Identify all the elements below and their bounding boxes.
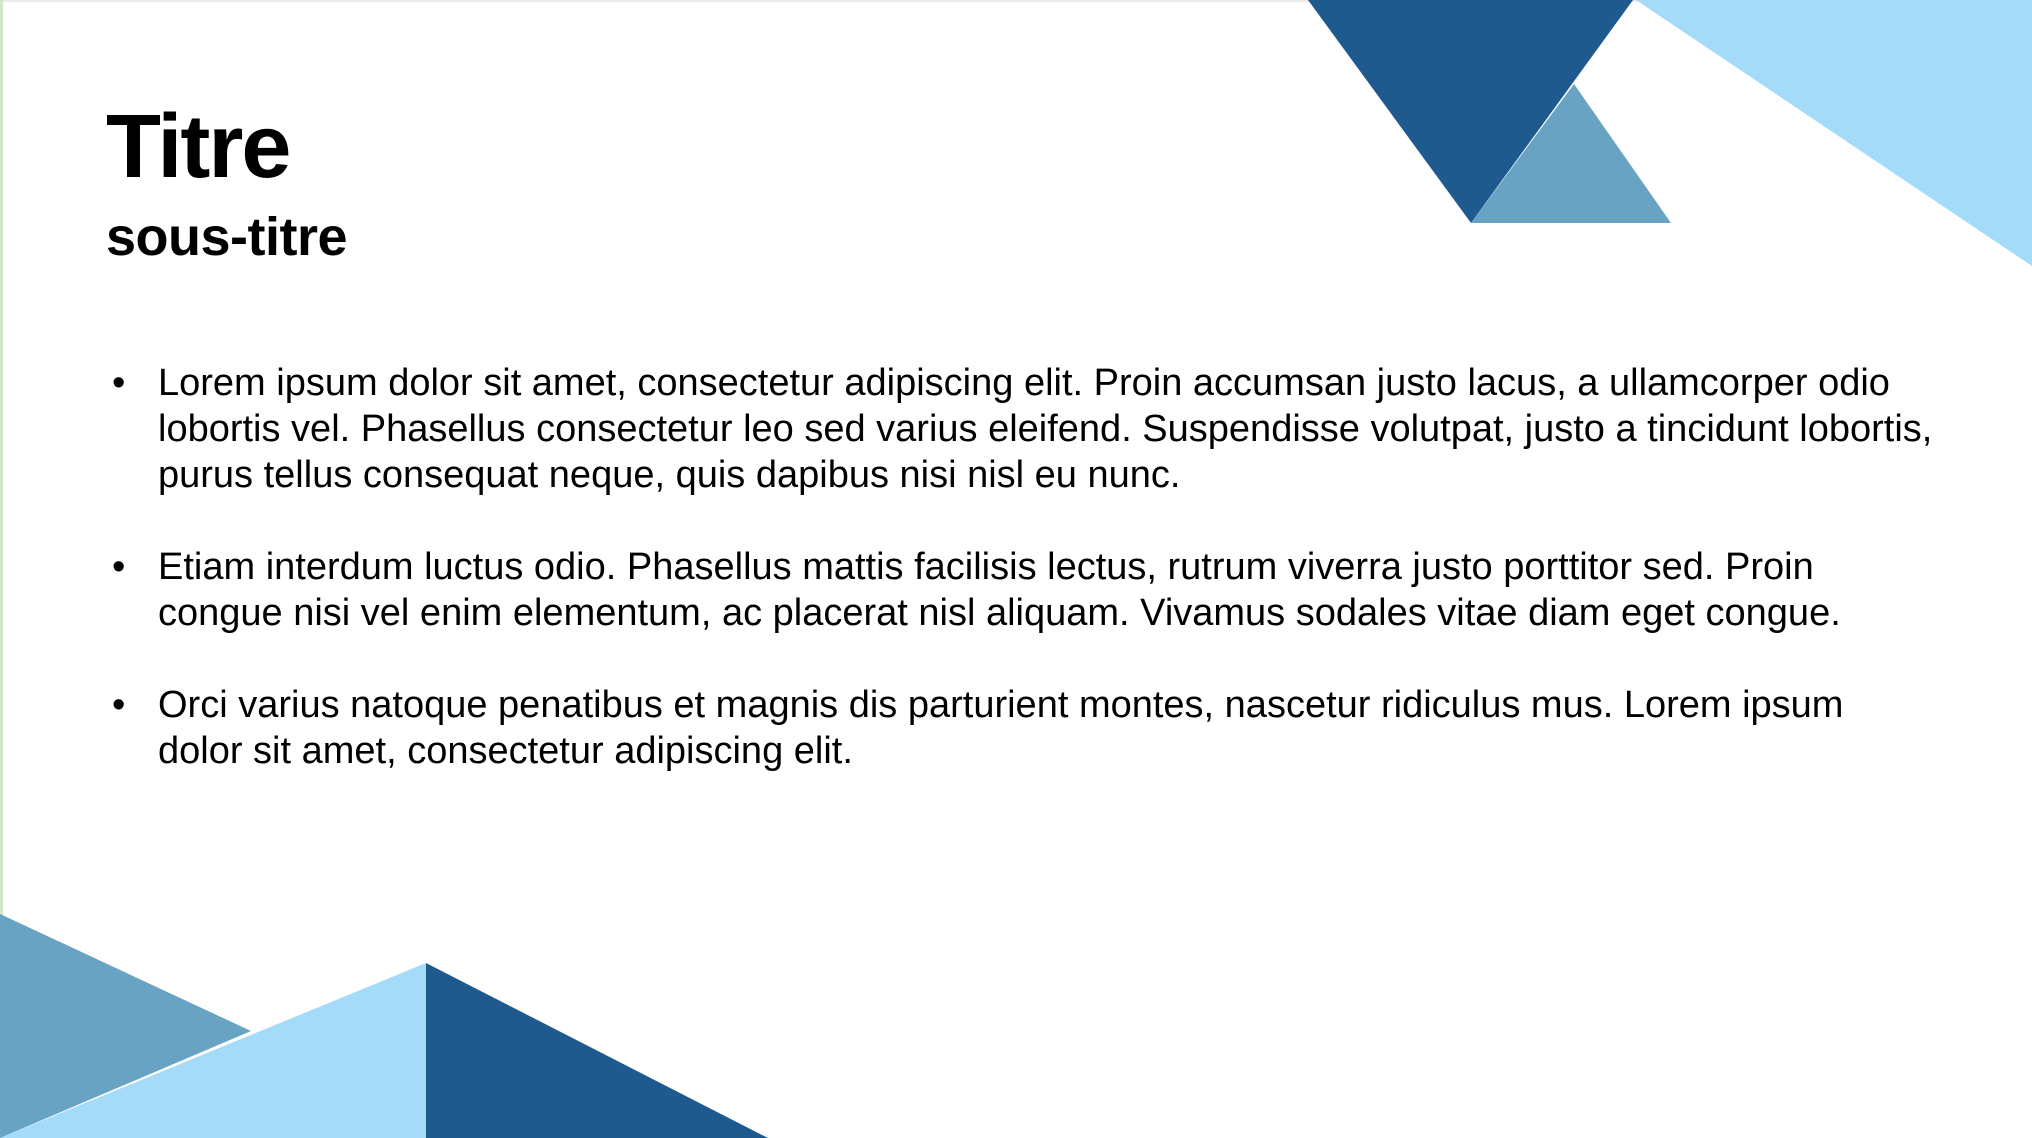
bullet-text: Lorem ipsum dolor sit amet, consectetur adipiscing elit. Proin accumsan justo lacus, a ullamcorper odio lobortis vel. Phasellus consectetur leo sed varius eleifend. Suspendisse volutpat, justo a tincidunt lobortis, purus tellus consequat neque, quis dapibus nisi nisl eu nunc. [158, 362, 1933, 496]
bottom-left-dark-triangle [426, 963, 768, 1138]
top-right-light-triangle [1636, 0, 2032, 266]
bullet-item [106, 360, 1936, 498]
slide-subtitle: sous-titre [106, 207, 348, 267]
bullet-item [106, 682, 1936, 774]
bullet-list [106, 360, 1936, 820]
bullet-item [106, 544, 1936, 636]
slide-title: Titre [106, 97, 290, 197]
bullet-icon: • [112, 684, 126, 726]
bullet-text: Orci varius natoque penatibus et magnis dis parturient montes, nascetur ridiculus mus. Lorem ipsum dolor sit amet, consectetur adipiscing elit. [158, 684, 1844, 772]
bullet-text: Etiam interdum luctus odio. Phasellus mattis facilisis lectus, rutrum viverra justo porttitor sed. Proin congue nisi vel enim elementum, ac placerat nisl aliquam. Vivamus sodales vitae diam eget congue. [158, 546, 1841, 634]
bullet-icon: • [112, 362, 126, 404]
bullet-icon: • [112, 546, 126, 588]
